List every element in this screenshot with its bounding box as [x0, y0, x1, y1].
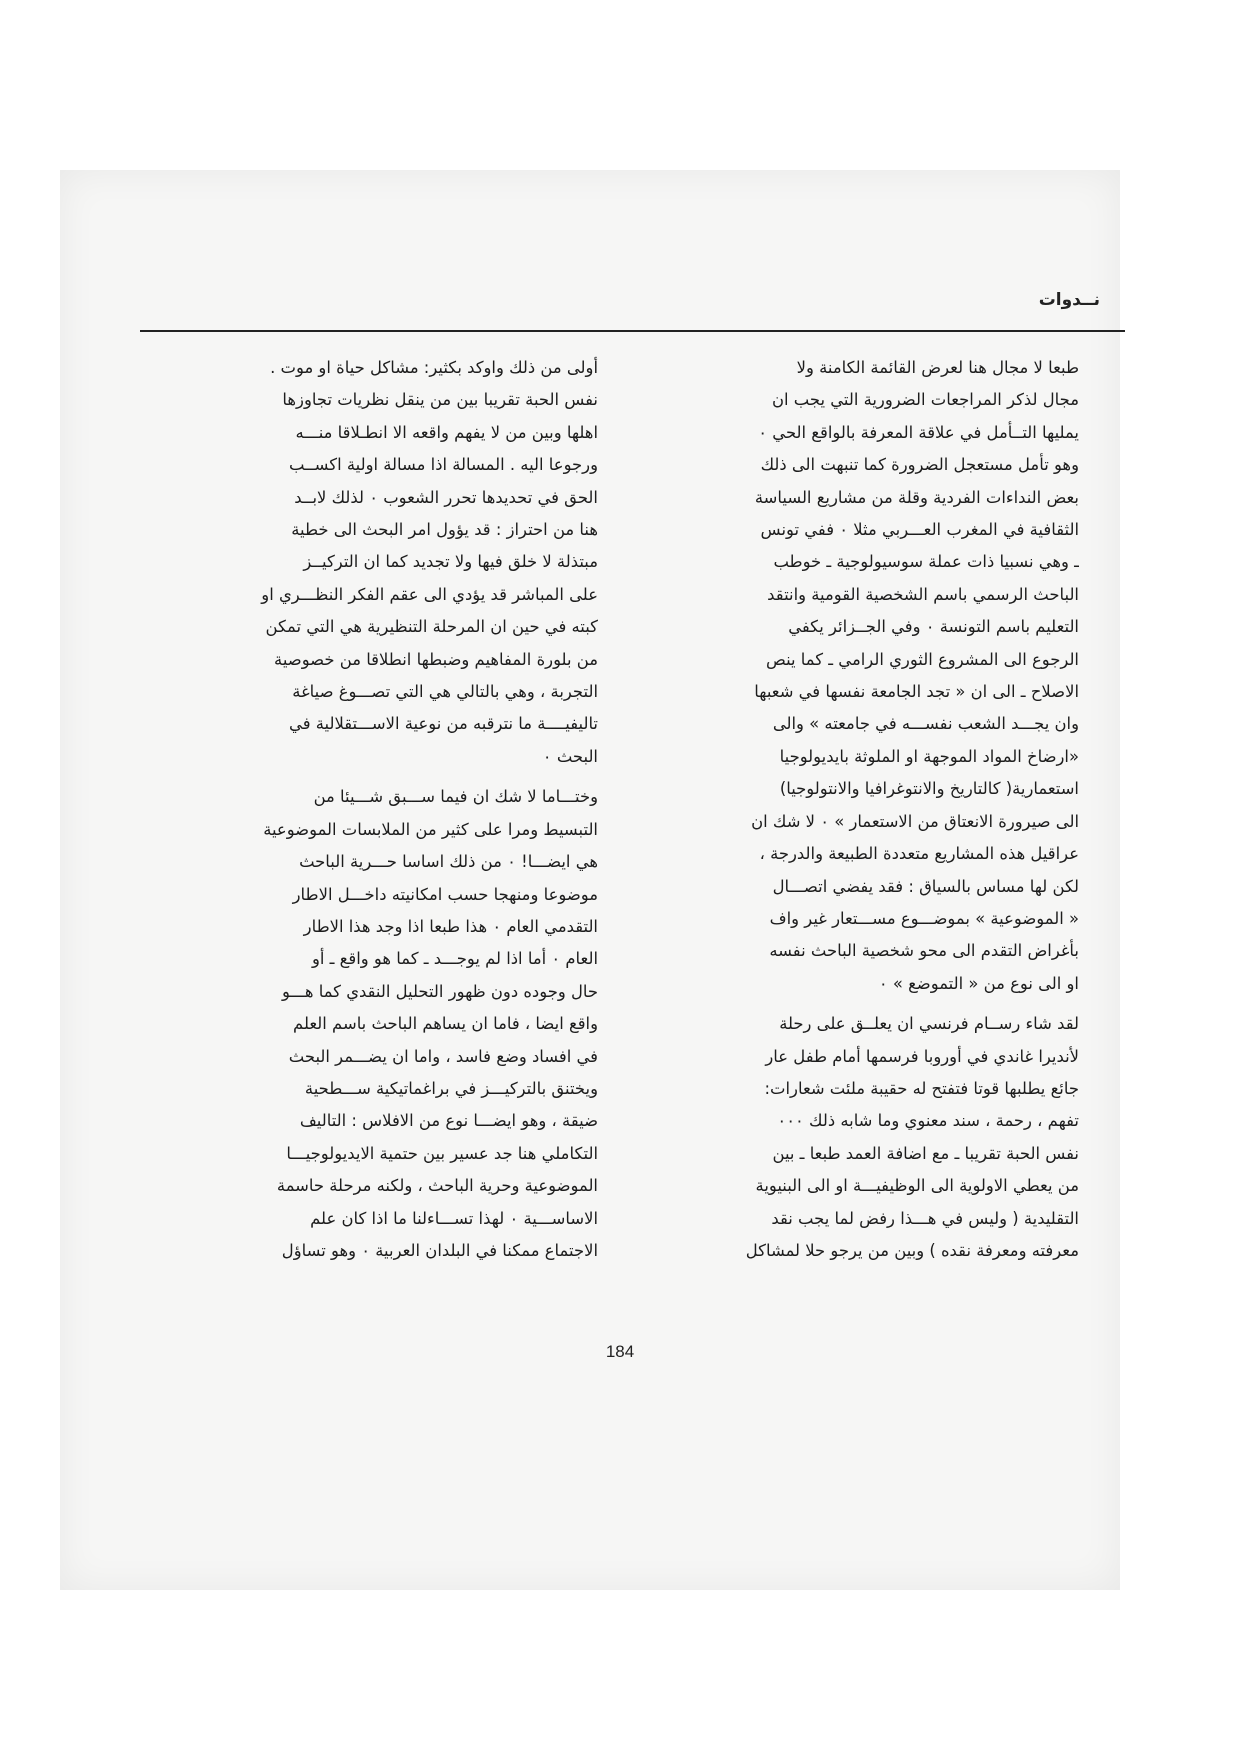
- text-line: التقدمي العام ٠ هذا طبعا اذا وجد هذا الاطار: [303, 916, 598, 936]
- text-line: من بلورة المفاهيم وضبطها انطلاقا من خصوصية: [274, 649, 598, 669]
- text-line: لكن لها مساس بالسياق : فقد يفضي اتصـــال: [772, 876, 1079, 896]
- text-line: جائع يطلبها قوتا فتفتح له حقيبة ملئت شعارات:: [764, 1078, 1079, 1098]
- text-line: التبسيط ومرا على كثير من الملابسات الموضوعية: [263, 819, 598, 839]
- text-line: استعمارية( كالتاريخ والانتوغرافيا والانتولوجيا): [779, 779, 1079, 799]
- text-line: من يعطي الاولوية الى الوظيفيـــة او الى البنيوية: [755, 1176, 1079, 1196]
- text-line: الحق في تحديدها تحرر الشعوب ٠ لذلك لابــد: [294, 487, 598, 507]
- text-line: لقد شاء رســام فرنسي ان يعلــق على رحلة: [779, 1014, 1079, 1034]
- text-line: لأنديرا غاندي في أوروبا فرسمها أمام طفل عار: [765, 1046, 1079, 1066]
- text-line: اهلها وبين من لا يفهم واقعه الا انطـلاقا منـــه: [295, 422, 598, 442]
- text-line: التكاملي هنا جد عسير بين حتمية الايديولوجيـــا: [286, 1143, 598, 1163]
- text-line: بأغراض التقدم الى محو شخصية الباحث نفسه: [769, 941, 1079, 961]
- running-header: نــدوات: [1038, 290, 1100, 310]
- text-line: الثقافية في المغرب العـــربي مثلا ٠ ففي تونس: [760, 520, 1079, 540]
- paragraph-gap: [639, 1000, 1079, 1008]
- header-rule: [140, 330, 1125, 332]
- text-line: تاليفيــــة ما نترقبه من نوعية الاســـتقلالية في: [289, 714, 598, 734]
- text-line: ضيقة ، وهو ايضـــا نوع من الافلاس : التاليف: [299, 1111, 598, 1131]
- text-line: الرجوع الى المشروع الثوري الرامي ـ كما ينص: [766, 649, 1079, 669]
- text-line: ويختنق بالتركيـــز في براغماتيكية ســـطحية: [304, 1078, 598, 1098]
- text-line: في افساد وضع فاسد ، واما ان يضـــمر البحث: [288, 1046, 598, 1066]
- text-line: الاجتماع ممكنا في البلدان العربية ٠ وهو تساؤل: [281, 1240, 598, 1260]
- text-line: على المباشر قد يؤدي الى عقم الفكر النظـــري او: [261, 584, 598, 604]
- text-column-right: [639, 352, 1079, 1267]
- text-line: واقع ايضا ، فاما ان يساهم الباحث باسم العلم: [293, 1014, 598, 1034]
- text-line: البحث ٠: [542, 746, 598, 766]
- text-line: الى صيرورة الانعتاق من الاستعمار » ٠ لا شك ان: [751, 811, 1079, 831]
- text-line: طبعا لا مجال هنا لعرض القائمة الكامنة ولا: [796, 358, 1079, 377]
- page-number: 184: [605, 1342, 635, 1361]
- text-line: الاساســـية ٠ لهذا تســـاءلنا ما اذا كان علم: [310, 1208, 598, 1228]
- text-line: يمليها التــأمل في علاقة المعرفة بالواقع الحي ٠: [758, 422, 1079, 442]
- paragraph-gap: [158, 773, 598, 781]
- text-line: كبته في حين ان المرحلة التنظيرية هي التي تمكن: [265, 617, 598, 637]
- text-line: وهو تأمل مستعجل الضرورة كما تنبهت الى ذلك: [760, 455, 1079, 475]
- text-line: بعض النداءات الفردية وقلة من مشاريع السياسة: [754, 487, 1079, 507]
- text-column-left: [158, 352, 598, 1267]
- text-line: مجال لذكر المراجعات الضرورية التي يجب ان: [771, 390, 1079, 410]
- text-line: مبتذلة لا خلق فيها ولا تجديد كما ان التركيــز: [303, 552, 598, 572]
- text-line: الموضوعية وحرية الباحث ، ولكنه مرحلة حاسمة: [276, 1176, 598, 1196]
- text-line: هي ايضـــا! ٠ من ذلك اساسا حـــرية الباحث: [299, 852, 598, 872]
- text-line: التقليدية ( وليس في هـــذا رفض لما يجب نقد: [771, 1208, 1079, 1228]
- text-line: تفهم ، رحمة ، سند معنوي وما شابه ذلك ٠٠٠: [777, 1111, 1079, 1131]
- text-line: نفس الحبة تقريبا ـ مع اضافة العمد طبعا ـ بين: [772, 1143, 1079, 1163]
- text-line: العام ٠ أما اذا لم يوجـــد ـ كما هو واقع ـ أو: [311, 949, 598, 969]
- text-line: نفس الحبة تقريبا بين من ينقل نظريات تجاوزها: [282, 390, 598, 410]
- text-line: ورجوعا اليه . المسالة اذا مسالة اولية اكســب: [288, 455, 598, 475]
- text-line: هنا من احتراز : قد يؤول امر البحث الى خطية: [291, 520, 598, 540]
- text-line: أولى من ذلك واوكد بكثير: مشاكل حياة او موت .: [270, 358, 598, 377]
- text-line: وان يجـــد الشعب نفســـه في جامعته » والى: [772, 714, 1079, 734]
- text-line: او الى نوع من « التموضع » ٠: [878, 973, 1079, 993]
- text-line: الباحث الرسمي باسم الشخصية القومية وانتقد: [767, 584, 1079, 604]
- text-line: ـ وهي نسبيا ذات عملة سوسيولوجية ـ خوطب: [773, 552, 1079, 572]
- text-line: التعليم باسم التونسة ٠ وفي الجــزائر يكفي: [788, 617, 1079, 637]
- text-line: التجربة ، وهي بالتالي هي التي تصـــوغ صياغة: [292, 682, 598, 702]
- text-line: عراقيل هذه المشاريع متعددة الطبيعة والدرجة ،: [759, 844, 1079, 864]
- text-line: وختـــاما لا شك ان فيما ســـبق شـــيئا من: [313, 787, 598, 807]
- text-line: «ارضاخ المواد الموجهة او الملوثة بايديولوجيا: [779, 746, 1079, 766]
- text-line: « الموضوعية » بموضـــوع مســـتعار غير واف: [769, 908, 1079, 928]
- text-line: موضوعا ومنهجا حسب امكانيته داخـــل الاطار: [292, 884, 598, 904]
- text-line: معرفته ومعرفة نقده ) وبين من يرجو حلا لمشاكل: [745, 1240, 1079, 1260]
- text-line: الاصلاح ـ الى ان « تجد الجامعة نفسها في شعبها: [754, 682, 1079, 702]
- text-line: حال وجوده دون ظهور التحليل النقدي كما هـــو: [281, 981, 598, 1001]
